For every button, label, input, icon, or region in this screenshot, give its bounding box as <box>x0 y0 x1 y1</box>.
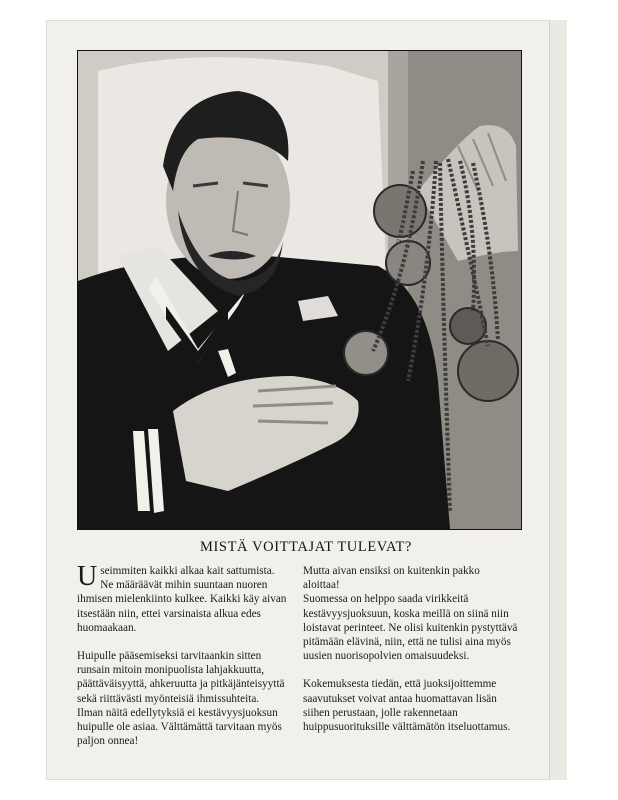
page-edge <box>549 20 567 780</box>
right-paragraph-3: Kokemuksesta tiedän, että juoksijoittemme saavutukset voivat antaa huomattavan lisän siihen perustaan, jolle rakennetaan huippusuorituksille välttämätön itseluottamus. <box>303 678 511 734</box>
drop-cap: U <box>77 561 98 592</box>
right-column <box>303 564 518 748</box>
right-paragraph-2: Suomessa on helppo saada virikkeitä kestävyysjuoksuun, koska meillä on siinä niin loistavat perinteet. Ne olisi kuitenkin pystyttävä pitämään elävinä, niin, että ne tulisi aina myös uusien nuorisopolvien omaisuudeksi. <box>303 593 518 663</box>
left-paragraph-2: Huipulle pääsemiseksi tarvitaankin sitten runsain mitoin monipuolista lahjakkuutta, päättäväisyyttä, ahkeruutta ja pitkäjänteisyyttä sekä riittävästi myönteisiä ihmissuhteita. Ilman näitä edellytyksiä ei kestävyysjuoksun huipulle ole asiaa. Välttämättä tarvitaan myös paljon onnea! <box>77 650 285 748</box>
left-paragraph-1-text: seimmiten kaikki alkaa kait sattumista. Ne määräävät mihin suuntaan nuoren ihmisen mielenkiinto kulkee. Kaikki käy aivan itsestään niin, ettei varsinaista alkua edes huomaakaan. <box>77 565 287 634</box>
article-title: MISTÄ VOITTAJAT TULEVAT? <box>200 539 412 555</box>
book-page <box>46 20 566 780</box>
left-column <box>77 561 287 762</box>
man-holding-medals-photo <box>77 50 522 530</box>
left-paragraph-1 <box>77 561 287 635</box>
right-paragraph-1: Mutta aivan ensiksi on kuitenkin pakko aloittaa! <box>303 565 480 592</box>
